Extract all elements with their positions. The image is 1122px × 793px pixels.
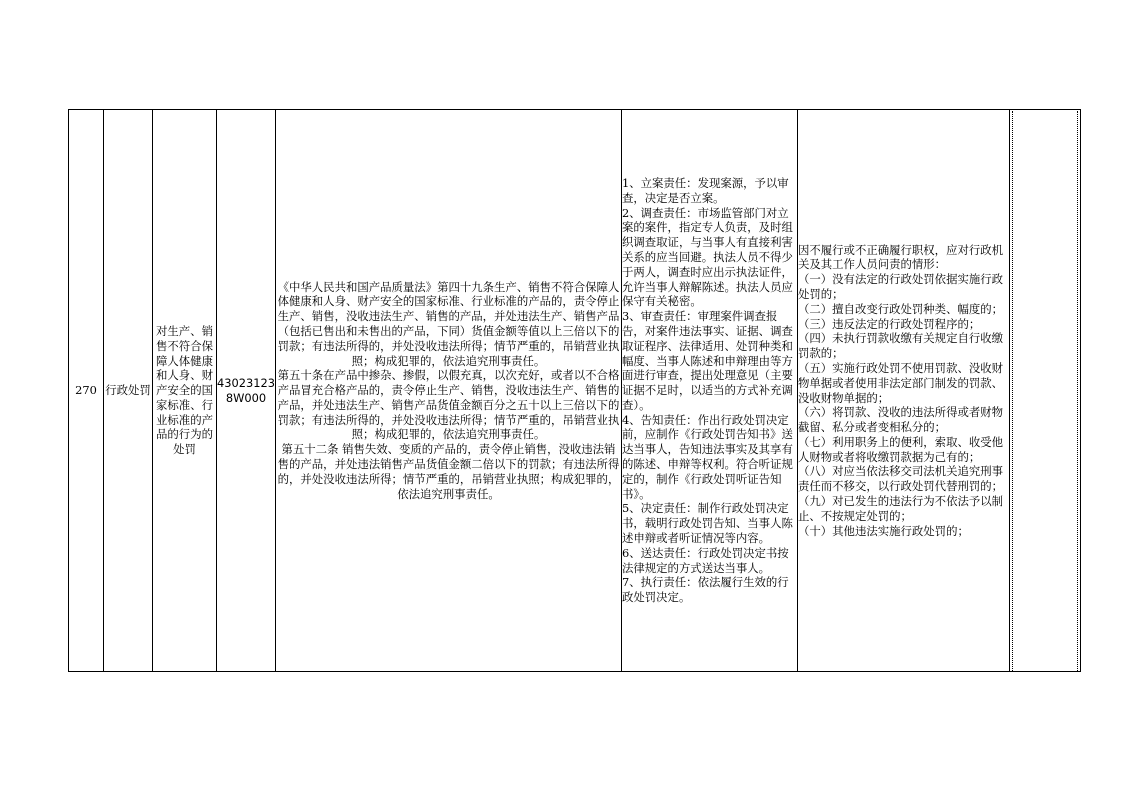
table-row bbox=[69, 110, 1081, 672]
power-item-cell bbox=[153, 110, 217, 672]
accountability-item-2: （二）擅自改变行政处罚种类、幅度的； bbox=[797, 301, 1004, 316]
accountability-item-9: （九）对已发生的违法行为不依法予以制止、不按规定处罚的； bbox=[797, 494, 1004, 523]
responsibility-delivery: 6、送达责任：行政处罚决定书按法律规定的方式送达当事人。 bbox=[621, 545, 789, 575]
legal-basis-article-52: 第五十二条 销售失效、变质的产品的，责令停止销售，没收违法销售的产品，并处违法销售产品货值金额二倍以下的罚款；有违法所得的，并处没收违法所得；情节严重的，吊销营业执照；构成犯罪的，依法追究刑事责任。 bbox=[277, 442, 620, 501]
accountability-item-6: （六）将罚款、没收的违法所得或者财物截留、私分或者变相私分的； bbox=[797, 405, 1004, 435]
responsibility-execution: 7、执行责任：依法履行生效的行政处罚决定。 bbox=[621, 575, 789, 605]
responsibility-filing: 1、立案责任：发现案源，予以审查，决定是否立案。 bbox=[621, 175, 789, 205]
responsibility-review: 3、审查责任：审理案件调查报告，对案件违法事实、证据、调查取证程序、法律适用、处罚种类和幅度、当事人陈述和申辩理由等方面进行审查，提出处理意见（主要证据不足时，以适当的方式补充调查）。 bbox=[621, 309, 793, 412]
row-number-cell bbox=[69, 110, 104, 672]
accountability-item-1: （一）没有法定的行政处罚依据实施行政处罚的； bbox=[797, 272, 1004, 301]
legal-basis-cell bbox=[275, 110, 621, 672]
remarks-cell bbox=[1009, 110, 1080, 672]
power-code: 43023123 8W000 bbox=[217, 375, 275, 405]
row-number: 270 bbox=[75, 383, 97, 398]
responsibility-cell bbox=[621, 110, 797, 672]
remarks-box bbox=[1012, 111, 1078, 671]
accountability-item-3: （三）违反法定的行政处罚程序的； bbox=[797, 316, 981, 331]
legal-basis-article-50: 第五十条在产品中掺杂、掺假，以假充真，以次充好，或者以不合格产品冒充合格产品的，责令停止生产、销售，没收违法生产、销售的产品，并处违法生产、销售产品货值金额百分之五十以上三倍以下的罚款；有违法所得的，并处没收违法所得；情节严重的，吊销营业执照；构成犯罪的，依法追究刑事责任。 bbox=[277, 368, 620, 442]
accountability-item-4: （四）未执行罚款收缴有关规定自行收缴罚款的； bbox=[797, 331, 1004, 361]
accountability-intro: 因不履行或不正确履行职权，应对行政机关及其工作人员问责的情形： bbox=[797, 242, 1004, 272]
power-code-cell bbox=[217, 110, 276, 672]
power-item-name: 对生产、销售不符合保障人体健康和人身、财产安全的国家标准、行业标准的产品的行为的处罚 bbox=[156, 323, 213, 457]
accountability-cell bbox=[797, 110, 1009, 672]
accountability-item-5: （五）实施行政处罚不使用罚款、没收财物单据或者使用非法定部门制发的罚款、没收财物单据的； bbox=[797, 360, 1004, 405]
accountability-item-7: （七）利用职务上的便利，索取、收受他人财物或者将收缴罚款据为己有的； bbox=[797, 434, 1004, 464]
power-category: 行政处罚 bbox=[105, 383, 151, 398]
accountability-item-10: （十）其他违法实施行政处罚的； bbox=[797, 523, 969, 538]
accountability-item-8: （八）对应当依法移交司法机关追究刑事责任而不移交，以行政处罚代替刑罚的； bbox=[797, 464, 1004, 494]
responsibility-notification: 4、告知责任：作出行政处罚决定前，应制作《行政处罚告知书》送达当事人，告知违法事实及其享有的陈述、申辩等权利。符合听证规定的，制作《行政处罚听证告知书》。 bbox=[621, 412, 793, 501]
power-list-table bbox=[68, 109, 1081, 672]
power-category-cell bbox=[104, 110, 153, 672]
legal-basis-article-49: 《中华人民共和国产品质量法》第四十九条生产、销售不符合保障人体健康和人身、财产安全的国家标准、行业标准的产品的，责令停止生产、销售，没收违法生产、销售的产品，并处违法生产、销售产品（包括已售出和未售出的产品，下同）货值金额等值以上三倍以下的罚款；有违法所得的，并处没收违法所得；情节严重的，吊销营业执照；构成犯罪的，依法追究刑事责任。 bbox=[277, 279, 620, 368]
responsibility-investigation: 2、调查责任：市场监管部门对立案的案件，指定专人负责，及时组织调查取证，与当事人有直接利害关系的应当回避。执法人员不得少于两人，调查时应出示执法证件，允许当事人辩解陈述。执法人员应保守有关秘密。 bbox=[621, 205, 793, 309]
responsibility-decision: 5、决定责任：制作行政处罚决定书，载明行政处罚告知、当事人陈述申辩或者听证情况等内容。 bbox=[621, 501, 793, 546]
